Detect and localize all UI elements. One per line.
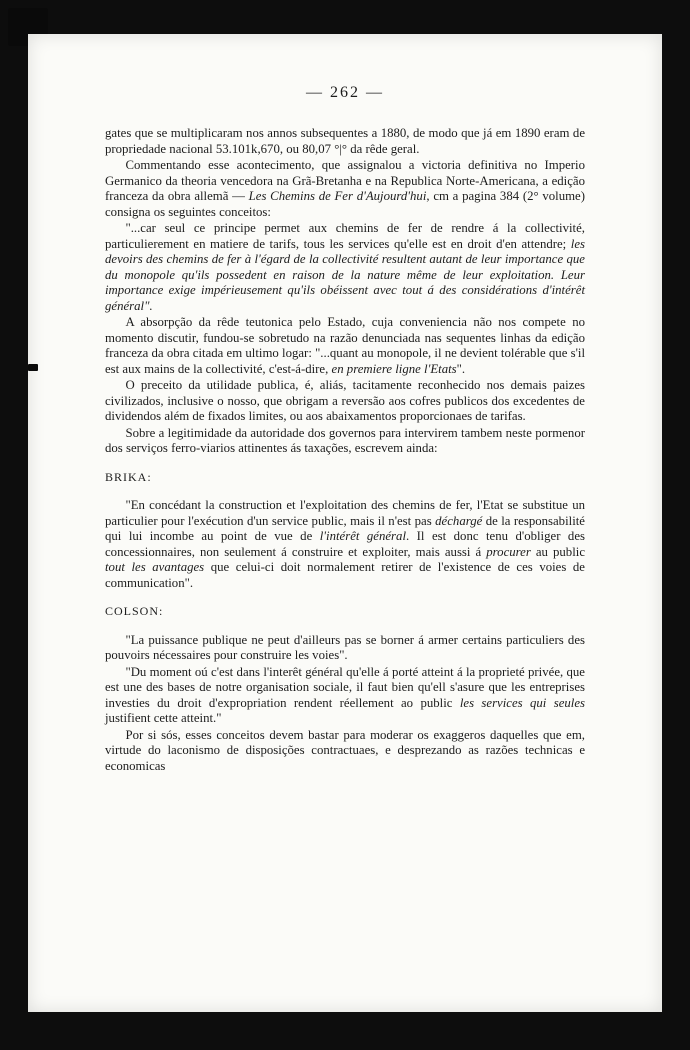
text-run: gates que se multiplicaram nos annos subsequentes a 1880, de modo que já em 1890 eram de propriedade nacional 53.101k,670, ou 80,07 °|° da rêde geral. [105,126,585,156]
text-run: O preceito da utilidade publica, é, aliás, tacitamente reconhecido nos demais paizes civilizados, inclusive o nosso, que obrigam a reversão aos cofres publicos dos excedentes de dividendos além de fixados limites, ou aos abaixamentos proporcionaes de tarifas. [105,378,585,423]
text-run: Sobre a legitimidade da autoridade dos governos para intervirem tambem neste pormenor dos serviços ferro-viarios attinentes ás taxações, escrevem ainda: [105,425,585,455]
book-page [28,34,662,1012]
scan-artifact-edge-dot [28,364,38,371]
page-number: — 262 — [306,84,384,101]
paragraph [105,498,585,591]
text-run: justifient cette atteint." [105,711,222,725]
paragraph [105,728,585,775]
italic-run: en premiere ligne l'Etats [331,361,457,376]
paragraph [105,158,585,220]
text-run: Commentando esse acontecimento, que assignalou a victoria definitiva no Imperio Germanico da theoria vencedora na Grã-Bretanha e na Republica Norte-Americana, a edição franceza da obra allemã — [105,158,585,203]
paragraph [105,665,585,727]
text-run: . Il est donc tenu d'obliger des concessionnaires, non seulement á construire et exploiter, mais aussi á [105,529,585,559]
text-run: BRIKA: [105,469,152,484]
text-run: "La puissance publique ne peut d'ailleurs pas se borner á armer certains particuliers des pouvoirs nécessaires pour construire les voies". [105,632,585,662]
paragraph [105,221,585,314]
text-block [105,126,585,774]
italic-run: l'intérêt général [319,529,406,543]
italic-run: Les Chemins de Fer d'Aujourd'hui [248,189,427,203]
text-run: COLSON: [105,604,164,618]
paragraph [105,633,585,664]
text-run: au public [530,544,585,559]
text-run: ". [456,361,466,376]
paragraph [105,315,585,377]
author-label [105,470,585,486]
text-run: que celui-ci doit normalement retirer de l'existence de ces voies de communication". [105,560,585,590]
italic-run: les services qui seules [459,695,586,710]
italic-run: tout les avantages [105,560,205,574]
text-run: "...car seul ce principe permet aux chemins de fer de rendre á la collectivité, particulierement en matiere de tarifs, tous les services qu'elle est en droit d'en attendre; [105,221,585,251]
italic-run: les devoirs des chemins de fer à l'égard de la collectivité resultent autant de leur importance que du monopole qu'ils possedent en raison de la nature même de leur exploitation. Leur importance exige impérieusement qu'ils obéissent avec tout á des considérations d'intérêt général". [105,236,585,313]
text-run: , cm a pagina 384 (2° volume) consigna os seguintes conceitos: [105,189,585,219]
text-run: "En concédant la construction et l'exploitation des chemins de fer, l'Etat se substitue un particulier pour l'exécution d'un service public, mais il n'est pas [105,498,585,528]
text-run: A absorpção da rêde teutonica pelo Estado, cuja conveniencia não nos compete no momento discutir, fundou-se sobretudo na razão denunciada nas sequentes linhas da edição franceza da obra citada em ultimo logar: "...quant au monopole, il ne devient tolérable que s'il est aux mains de la collectivité, c'est-á-dire, [105,315,585,376]
author-label [105,604,585,620]
text-run: de la responsabilité qui lui incombe au point de vue de [105,513,585,543]
paragraph [105,426,585,457]
text-run: "Du moment oú c'est dans l'interêt général qu'elle á porté atteint á la proprieté privée, que est une des bases de notre organisation sociale, il faut bien qu'ell s'asure que les entreprises investies du droit d'expropriation rendent réellement ao public [105,664,585,710]
paragraph [105,378,585,425]
italic-run: procurer [486,544,531,559]
paragraph [105,126,585,157]
italic-run: déchargé [435,513,483,528]
text-run: Por si sós, esses conceitos devem bastar para moderar os exaggeros daquelles que em, virtude do laconismo de disposições contractuaes, e desprezando as razões technicas e economicas [105,727,585,773]
